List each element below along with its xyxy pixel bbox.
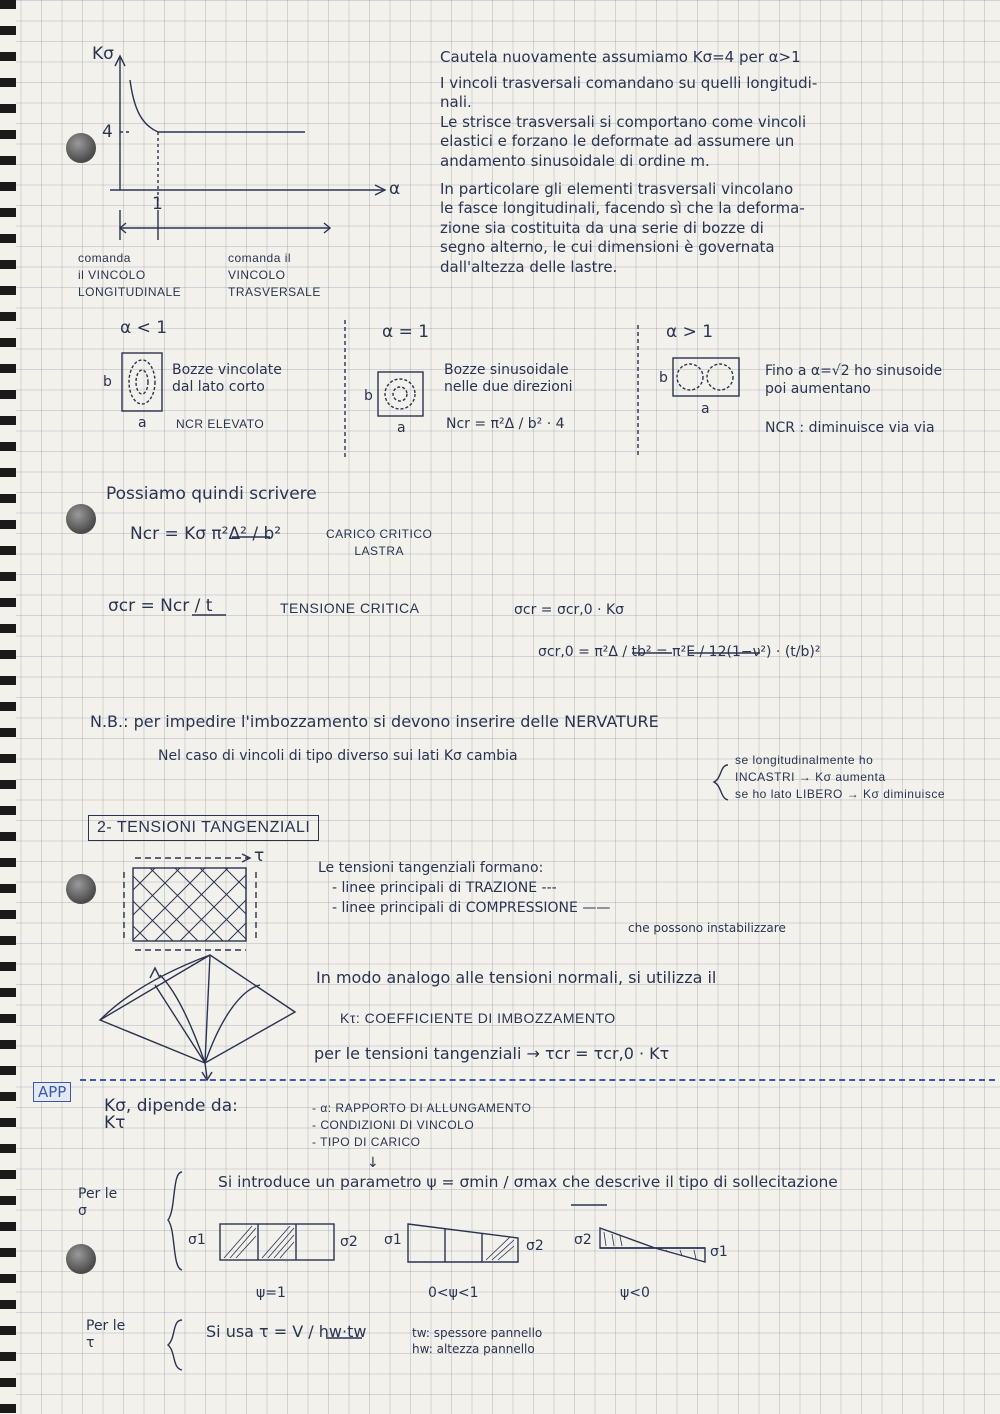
case-3-side-b: b	[659, 370, 668, 386]
diagram-1-sigma2: σ2	[340, 1234, 358, 1250]
diagram-1-sigma1: σ1	[188, 1232, 206, 1248]
tension-lines	[133, 868, 246, 941]
psi-case-3: ψ<0	[620, 1285, 650, 1301]
graph-curve	[130, 80, 305, 132]
case-1-ncr: NCR ELEVATO	[176, 417, 265, 431]
tau-cr-formula: per le tensioni tangenziali → τcr = τcr,0 · Kτ	[314, 1044, 670, 1063]
tau-label: τ	[254, 846, 265, 866]
nb-branch: se longitudinalmente ho INCASTRI → Kσ aumenta se ho lato LIBERO → Kσ diminuisce	[735, 753, 945, 801]
case-3-header: α > 1	[666, 322, 714, 342]
intro-paragraph: Cautela nuovamente assumiamo Kσ=4 per α>1 I vincoli trasversali comandano su quelli longitudi- nali. Le strisce trasversali si comportano come vincoli elastici e forzano le deformate ad assumere un andamento sinusoidale di ordine m. In particolare gli elementi trasversali vincolano le fasce longitudinali, facendo sì che la deforma- zione sia costituita da una serie di bozze di segno alterno, le cui dimensioni è governata dall'altezza delle lastre.	[440, 48, 818, 276]
panel-defs: tw: spessore pannello hw: altezza pannello	[412, 1326, 543, 1356]
stress-diagram-psi-between	[408, 1224, 518, 1262]
dep-list: - α: RAPPORTO DI ALLUNGAMENTO - CONDIZIONI DI VINCOLO - TIPO DI CARICO	[312, 1101, 532, 1149]
case-3-desc: Fino a α=√2 ho sinusoide poi aumentano	[765, 363, 943, 397]
dep-arrow: ↓	[367, 1155, 379, 1171]
app-divider	[80, 1079, 995, 1081]
case-1-desc: Bozze vincolate dal lato corto	[172, 362, 282, 395]
case-3-side-a: a	[701, 401, 710, 417]
tau-formula: Si usa τ = V / hw·tw	[206, 1322, 367, 1341]
case-1-side-b: b	[103, 374, 112, 390]
ncr-caption: CARICO CRITICO LASTRA	[326, 527, 433, 558]
per-tau-label: Per le τ	[86, 1318, 126, 1351]
graph-y-label: Kσ	[92, 44, 114, 64]
nb-line-2: Nel caso di vincoli di tipo diverso sui lati Kσ cambia	[158, 748, 518, 764]
case-2-desc: Bozze sinusoidale nelle due direzioni	[444, 362, 573, 395]
case-1-header: α < 1	[120, 318, 168, 338]
case-2-side-a: a	[397, 420, 406, 436]
sigma-caption: TENSIONE CRITICA	[280, 600, 420, 616]
shear-panel	[133, 868, 246, 941]
ncr-formula: Ncr = Kσ π²Δ² / b²	[130, 524, 282, 544]
psi-definition: Si introduce un parametro ψ = σmin / σmax che descrive il tipo di sollecitazione	[218, 1173, 838, 1191]
diagram-2-sigma2: σ2	[526, 1238, 544, 1254]
section-2-title: 2- TENSIONI TANGENZIALI	[88, 815, 319, 841]
case-3-ncr: NCR : diminuisce via via	[765, 420, 935, 436]
sigma-formula: σcr = Ncr / t	[108, 596, 213, 616]
plate-alpha-less-1	[122, 353, 162, 411]
psi-case-1: ψ=1	[256, 1285, 286, 1301]
formulas-intro: Possiamo quindi scrivere	[106, 484, 317, 504]
graph-x-label: α	[389, 179, 401, 199]
sigma0-formula: σcr,0 = π²Δ / tb² = π²E / 12(1−ν²) · (t/b)²	[538, 644, 821, 660]
case-2-side-b: b	[364, 388, 373, 404]
graph-right-caption: comanda il VINCOLO TRASVERSALE	[228, 251, 321, 299]
sigma-k-formula: σcr = σcr,0 · Kσ	[514, 602, 625, 618]
dep-label: Kσ, dipende da: Kτ	[104, 1096, 238, 1133]
ktau-definition: Kτ: COEFFICIENTE DI IMBOZZAMENTO	[340, 1010, 616, 1026]
graph-left-caption: comanda il VINCOLO LONGITUDINALE	[78, 251, 182, 299]
plate-alpha-greater-1	[673, 358, 739, 396]
case-1-side-a: a	[138, 415, 147, 431]
buckled-shape	[100, 955, 295, 1063]
app-tag: APP	[33, 1082, 71, 1102]
per-sigma-label: Per le σ	[78, 1186, 118, 1219]
section-2-analog: In modo analogo alle tensioni normali, si utilizza il	[316, 968, 717, 987]
diagram-3-sigma2: σ2	[574, 1232, 592, 1248]
diagram-3-sigma1: σ1	[710, 1244, 728, 1260]
graph-y-tick: 4	[102, 122, 113, 142]
case-2-ncr: Ncr = π²Δ / b² · 4	[446, 416, 565, 432]
psi-case-2: 0<ψ<1	[428, 1285, 479, 1301]
graph-x-tick: 1	[152, 194, 163, 214]
nb-line-1: N.B.: per impedire l'imbozzamento si devono inserire delle NERVATURE	[90, 712, 659, 731]
case-2-header: α = 1	[382, 322, 430, 342]
section-2-text: Le tensioni tangenziali formano: - linee principali di TRAZIONE --- - linee principali di COMPRESSIONE —— che possono instabilizzare	[318, 860, 786, 935]
diagram-2-sigma1: σ1	[384, 1232, 402, 1248]
